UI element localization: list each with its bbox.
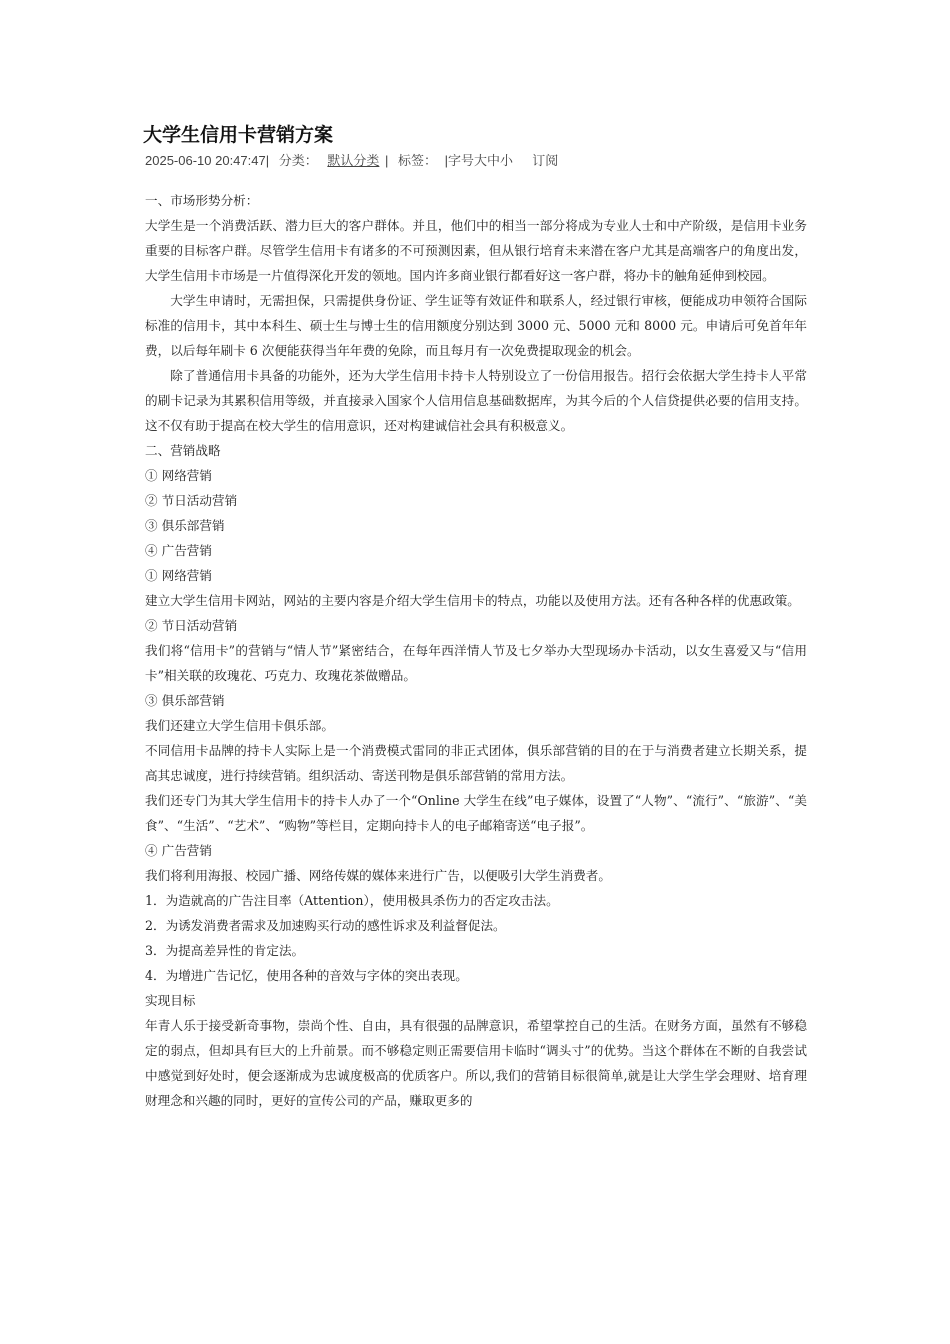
meta-separator: | <box>385 153 389 168</box>
list-item: ③ 俱乐部营销 <box>145 518 225 533</box>
subheading: ④ 广告营销 <box>145 843 212 858</box>
paragraph: 大学生是一个消费活跃、潜力巨大的客户群体。并且，他们中的相当一部分将成为专业人士和中产阶级，是信用卡业务重要的目标客户群。尽管学生信用卡有诸多的不可预测因素，但从银行培育未来潜在客户尤其是高端客户的角度出发，大学生信用卡市场是一片值得深化开发的领地。国内许多商业银行都看好这一客户群，将办卡的触角延伸到校园。 <box>145 218 807 283</box>
article <box>145 121 807 1113</box>
list-item: ② 节日活动营销 <box>145 493 238 508</box>
numbered-item: 4．为增进广告记忆，使用各种的音效与字体的突出表现。 <box>145 968 468 983</box>
paragraph: 除了普通信用卡具备的功能外，还为大学生信用卡持卡人特别设立了一份信用报告。招行会依据大学生持卡人平常的刷卡记录为其累积信用等级，并直接录入国家个人信用信息基础数据库，为其今后的个人信贷提供必要的信用支持。这不仅有助于提高在校大学生的信用意识，还对构建诚信社会具有积极意义。 <box>145 368 807 433</box>
font-size-control[interactable]: |字号大中小 <box>444 153 514 168</box>
numbered-item: 2．为诱发消费者需求及加速购买行动的感性诉求及利益督促法。 <box>145 918 506 933</box>
paragraph: 我们将利用海报、校园广播、网络传媒的媒体来进行广告，以便吸引大学生消费者。 <box>145 868 611 883</box>
subheading: 实现目标 <box>145 993 196 1008</box>
paragraph: 年青人乐于接受新奇事物，崇尚个性、自由，具有很强的品牌意识，希望掌控自己的生活。在财务方面，虽然有不够稳定的弱点，但却具有巨大的上升前景。而不够稳定则正需要信用卡临时“调头寸”的优势。当这个群体在不断的自我尝试中感觉到好处时，便会逐渐成为忠诚度极高的优质客户。所以,我们的营销目标很简单,就是让大学生学会理财、培育理财理念和兴趣的同时，更好的宣传公司的产品，赚取更多的 <box>145 1018 807 1108</box>
article-body <box>145 188 807 1113</box>
numbered-item: 3．为提高差异性的肯定法。 <box>145 943 305 958</box>
paragraph: 大学生申请时，无需担保，只需提供身份证、学生证等有效证件和联系人，经过银行审核，便能成功申领符合国际标准的信用卡，其中本科生、硕士生与博士生的信用额度分别达到 3000 元、5000 元和 8000 元。申请后可免首年年费，以后每年刷卡 6 次便能获得当年年费的免除，而且每月有一次免费提取现金的机会。 <box>145 293 807 358</box>
subheading: ③ 俱乐部营销 <box>145 693 225 708</box>
category-link[interactable]: 默认分类 <box>327 153 380 168</box>
category-label: 分类： <box>278 153 318 168</box>
paragraph: 我们还建立大学生信用卡俱乐部。 <box>145 718 334 733</box>
list-item: ④ 广告营销 <box>145 543 212 558</box>
article-title: 大学生信用卡营销方案 <box>143 124 334 146</box>
paragraph: 我们将“信用卡”的营销与“情人节”紧密结合，在每年西洋情人节及七夕举办大型现场办卡活动，以女生喜爱又与“信用卡”相关联的玫瑰花、巧克力、玫瑰花茶做赠品。 <box>145 643 807 683</box>
numbered-item: 1．为造就高的广告注目率（Attention），使用极具杀伤力的否定攻击法。 <box>145 893 559 908</box>
article-meta <box>145 151 807 171</box>
list-item: ① 网络营销 <box>145 468 212 483</box>
subheading: ① 网络营销 <box>145 568 212 583</box>
paragraph: 不同信用卡品牌的持卡人实际上是一个消费模式雷同的非正式团体，俱乐部营销的目的在于与消费者建立长期关系，提高其忠诚度，进行持续营销。组织活动、寄送刊物是俱乐部营销的常用方法。 <box>145 743 807 783</box>
subheading: ② 节日活动营销 <box>145 618 238 633</box>
section-heading: 二、营销战略 <box>145 443 221 458</box>
paragraph: 建立大学生信用卡网站，网站的主要内容是介绍大学生信用卡的特点，功能以及使用方法。还有各种各样的优惠政策。 <box>145 593 800 608</box>
paragraph: 我们还专门为其大学生信用卡的持卡人办了一个“Online 大学生在线”电子媒体，设置了“人物”、“流行”、“旅游”、“美食”、“生活”、“艺术”、“购物”等栏目，定期向持卡人的电子邮箱寄送“电子报”。 <box>145 793 807 833</box>
post-datetime: 2025-06-10 20:47:47| <box>145 153 270 168</box>
tags-label: 标签： <box>398 153 438 168</box>
section-heading: 一、市场形势分析： <box>145 193 259 208</box>
subscribe-link[interactable]: 订阅 <box>532 153 559 168</box>
